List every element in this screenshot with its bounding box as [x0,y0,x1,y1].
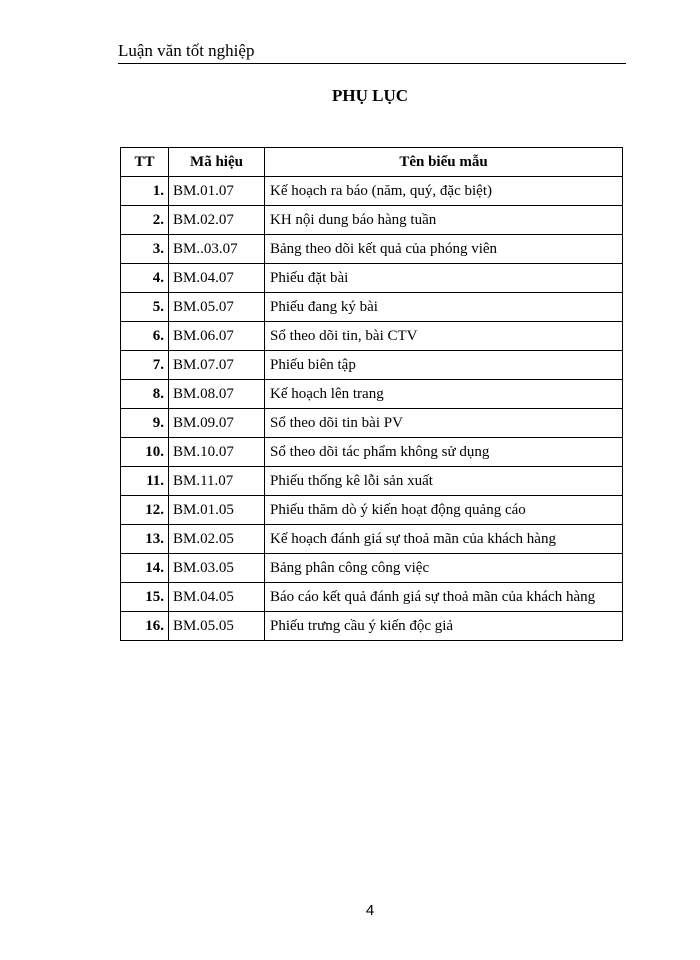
form-code-cell: BM.05.05 [169,612,265,641]
table-row [121,264,623,293]
form-code-cell: BM.06.07 [169,322,265,351]
header-divider [118,63,626,64]
table-row [121,177,623,206]
row-number-cell: 4. [121,264,169,293]
forms-table [120,147,623,641]
row-number-cell: 9. [121,409,169,438]
form-name-cell: Kế hoạch lên trang [265,380,623,409]
form-code-cell: BM.07.07 [169,351,265,380]
form-name-cell: Sổ theo dõi tin, bài CTV [265,322,623,351]
form-code-cell: BM.04.07 [169,264,265,293]
form-code-cell: BM.05.07 [169,293,265,322]
row-number-cell: 13. [121,525,169,554]
table-row [121,293,623,322]
page-number: 4 [365,902,375,919]
form-name-cell: Bảng phân công công việc [265,554,623,583]
form-name-cell: Sổ theo dõi tin bài PV [265,409,623,438]
table-row [121,409,623,438]
column-header-form-name: Tên biểu mẫu [265,148,623,177]
row-number-cell: 16. [121,612,169,641]
row-number-cell: 14. [121,554,169,583]
table-row [121,438,623,467]
form-code-cell: BM.08.07 [169,380,265,409]
table-row [121,525,623,554]
table-header-row [121,148,623,177]
form-name-cell: Phiếu thăm dò ý kiến hoạt động quảng cáo [265,496,623,525]
row-number-cell: 11. [121,467,169,496]
row-number-cell: 2. [121,206,169,235]
form-code-cell: BM.04.05 [169,583,265,612]
row-number-cell: 3. [121,235,169,264]
form-code-cell: BM.03.05 [169,554,265,583]
form-name-cell: Sổ theo dõi tác phẩm không sử dụng [265,438,623,467]
table-body [121,177,623,641]
form-name-cell: Bảng theo dõi kết quả của phóng viên [265,235,623,264]
form-name-cell: Phiếu biên tập [265,351,623,380]
table-row [121,351,623,380]
table-row [121,496,623,525]
form-name-cell: Phiếu trưng cầu ý kiến độc giả [265,612,623,641]
column-header-code: Mã hiệu [169,148,265,177]
form-code-cell: BM.01.05 [169,496,265,525]
row-number-cell: 6. [121,322,169,351]
form-name-cell: Phiếu đặt bài [265,264,623,293]
form-code-cell: BM.09.07 [169,409,265,438]
page-title: PHỤ LỤC [331,86,409,105]
form-code-cell: BM.02.07 [169,206,265,235]
form-name-cell: Kế hoạch đánh giá sự thoả mãn của khách hàng [265,525,623,554]
table-row [121,583,623,612]
row-number-cell: 8. [121,380,169,409]
row-number-cell: 10. [121,438,169,467]
document-header-title: Luận văn tốt nghiệp [118,41,255,60]
row-number-cell: 1. [121,177,169,206]
form-code-cell: BM..03.07 [169,235,265,264]
row-number-cell: 12. [121,496,169,525]
table-row [121,380,623,409]
form-code-cell: BM.11.07 [169,467,265,496]
table-row [121,554,623,583]
form-name-cell: Phiếu thống kê lỗi sản xuất [265,467,623,496]
table-row [121,206,623,235]
form-code-cell: BM.02.05 [169,525,265,554]
form-code-cell: BM.01.07 [169,177,265,206]
table-row [121,235,623,264]
row-number-cell: 7. [121,351,169,380]
row-number-cell: 15. [121,583,169,612]
table-row [121,322,623,351]
form-code-cell: BM.10.07 [169,438,265,467]
row-number-cell: 5. [121,293,169,322]
column-header-tt: TT [121,148,169,177]
form-name-cell: Phiếu đang ký bài [265,293,623,322]
table-row [121,612,623,641]
form-name-cell: KH nội dung báo hàng tuần [265,206,623,235]
table-row [121,467,623,496]
form-name-cell: Báo cáo kết quả đánh giá sự thoả mãn của khách hàng [265,583,623,612]
form-name-cell: Kế hoạch ra báo (năm, quý, đặc biệt) [265,177,623,206]
